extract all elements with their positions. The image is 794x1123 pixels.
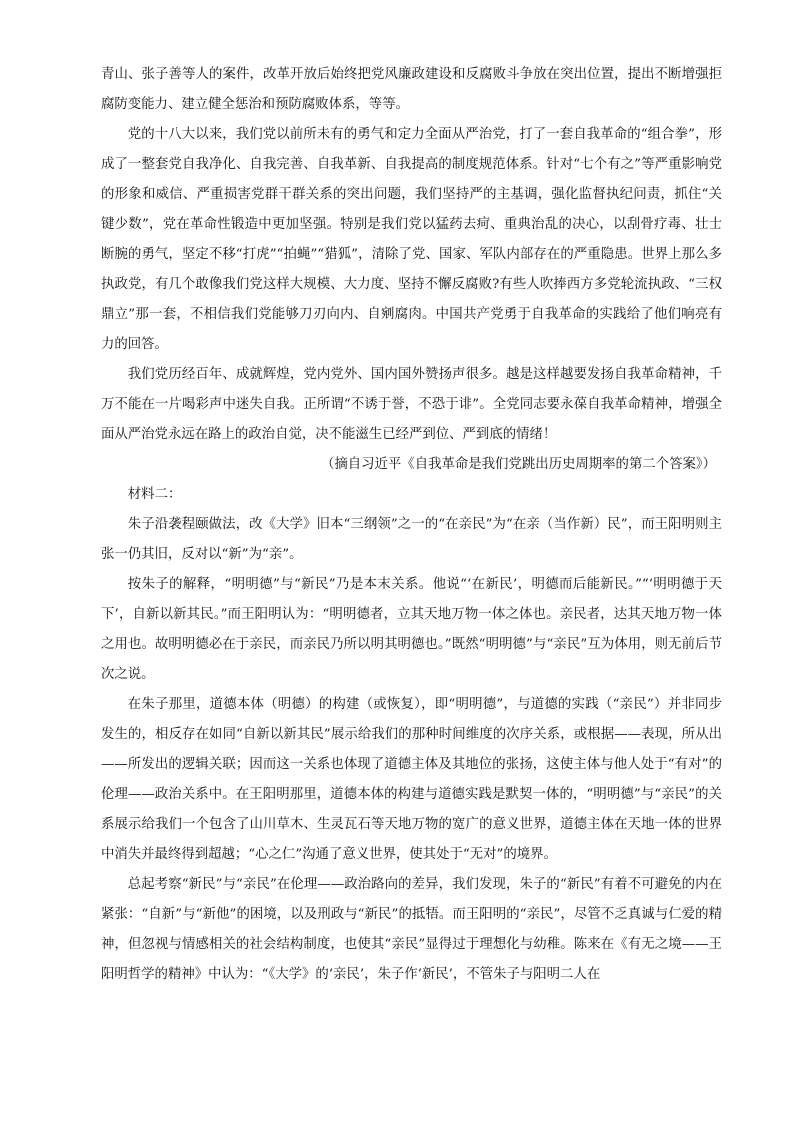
material-label: 材料二： [127,487,182,502]
paragraph-4: 朱子沿袭程颐做法，改《大学》旧本“三纲领”之一的“在亲民”为“在亲（当作新）民”，而王阳明则主张一仍其旧，反对以“新”为“亲”。 [101,517,722,562]
paragraph-3: 我们党历经百年、成就辉煌，党内党外、国内国外赞扬声很多。越是这样越要发扬自我革命精神，千万不能在一片喝彩声中迷失自我。正所谓“不诱于誉，不恐于诽”。全党同志要永葆自我革命精神，增强全面从严治党永远在路上的政治自觉，决不能滋生已经严到位、严到底的情绪！ [101,367,722,442]
source-citation: （摘自习近平《自我革命是我们党跳出历史周期率的第二个答案》） [320,457,716,472]
paragraph-2: 党的十八大以来，我们党以前所未有的勇气和定力全面从严治党，打了一套自我革命的“组合拳”，形成了一整套党自我净化、自我完善、自我革新、自我提高的制度规范体系。针对“七个有之”等严重影响党的形象和威信、严重损害党群干群关系的突出问题，我们坚持严的主基调，强化监督执纪问责，抓住“关键少数”，党在革命性锻造中更加坚强。特别是我们党以猛药去疴、重典治乱的决心，以刮骨疗毒、壮士断腕的勇气，坚定不移“打虎”“拍蝇”“猎狐”，清除了党、国家、军队内部存在的严重隐患。世界上那么多执政党，有几个敢像我们党这样大规模、大力度、坚持不懈反腐败?有些人吹捧西方多党轮流执政、“三权鼎立”那一套，不相信我们党能够刀刃向内、自剜腐肉。中国共产党勇于自我革命的实践给了他们响亮有力的回答。 [101,127,722,352]
paragraph-6: 在朱子那里，道德本体（明德）的构建（或恢复），即“明明德”，与道德的实践（“亲民”）并非同步发生的，相反存在如同“自新以新其民”展示给我们的那种时间维度的次序关系，或根据——表现，所从出——所发出的逻辑关联；因而这一关系也体现了道德主体及其地位的张扬，这使主体与他人处于“有对”的伦理——政治关系中。在王阳明那里，道德本体的构建与道德实践是默契一体的，“明明德”与“亲民”的关系展示给我们一个包含了山川草木、生灵瓦石等天地万物的宽广的意义世界，道德主体在天地一体的世界中消失并最终得到超越；“心之仁”沟通了意义世界，使其处于“无对”的境界。 [101,697,722,862]
paragraph-7: 总起考察“新民”与“亲民”在伦理——政治路向的差异，我们发现，朱子的“新民”有着不可避免的内在紧张：“自新”与“新他”的困境，以及刑政与“新民”的抵牾。而王阳明的“亲民”，尽管不乏真诚与仁爱的精神，但忽视与情感相关的社会结构制度，也使其“亲民”显得过于理想化与幼稚。陈来在《有无之境——王阳明哲学的精神》中认为：“《大学》的‘亲民’，朱子作‘新民’，不管朱子与阳明二人在 [101,877,722,982]
paragraph-5: 按朱子的解释，“明明德”与“新民”乃是本末关系。他说“‘在新民’，明德而后能新民。”“‘明明德于天下’，自新以新其民。”而王阳明认为：“明明德者，立其天地万物一体之体也。亲民者，达其天地万物一体之用也。故明明德必在于亲民，而亲民乃所以明其明德也。”既然“明明德”与“亲民”互为体用，则无前后节次之说。 [101,577,722,682]
paragraph-1: 青山、张子善等人的案件，改革开放后始终把党风廉政建设和反腐败斗争放在突出位置，提出不断增强拒腐防变能力、建立健全惩治和预防腐败体系，等等。 [101,67,722,112]
